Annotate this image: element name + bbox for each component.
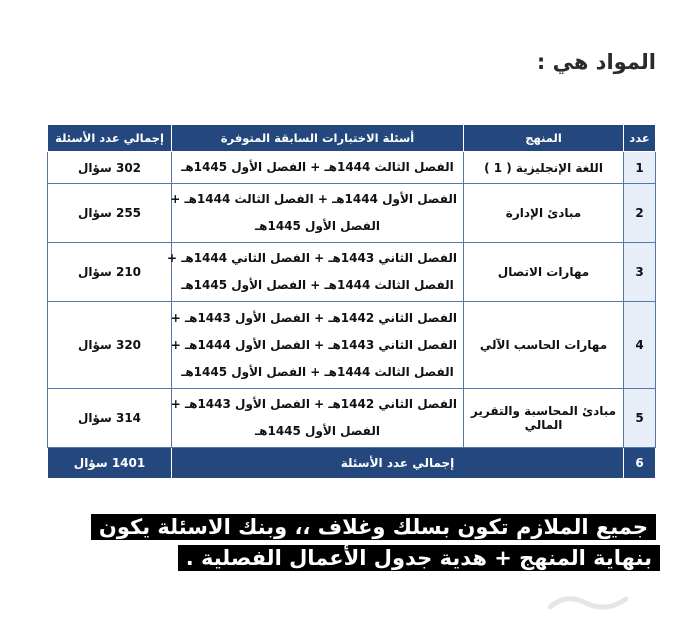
row-exams <box>172 302 464 389</box>
table-row <box>48 184 656 243</box>
row-number: 4 <box>624 302 656 389</box>
row-total: 302 سؤال <box>48 152 172 184</box>
table-row <box>48 302 656 389</box>
header-exams: أسئلة الاختبارات السابقة المتوفرة <box>172 125 464 152</box>
exam-line: الفصل الثاني 1442هـ + الفصل الأول 1443هـ + <box>170 397 457 411</box>
row-number: 3 <box>624 243 656 302</box>
row-total: 314 سؤال <box>48 389 172 448</box>
exam-line: الفصل الثالث 1444هـ + الفصل الأول 1445هـ <box>181 278 454 292</box>
row-number: 1 <box>624 152 656 184</box>
exam-line: الفصل الثالث 1444هـ + الفصل الأول 1445هـ <box>181 160 454 174</box>
row-total: 210 سؤال <box>48 243 172 302</box>
banner-line-2: بنهاية المنهج + هدية جدول الأعمال الفصلية . <box>182 545 656 571</box>
exam-line: الفصل الثاني 1443هـ + الفصل الأول 1444هـ + <box>170 337 457 352</box>
header-num: عدد <box>624 125 656 152</box>
exam-line: الفصل الأول 1445هـ <box>255 219 380 233</box>
row-subject: مهارات الحاسب الآلي <box>464 302 624 389</box>
row-exams <box>172 152 464 184</box>
row-exams <box>172 184 464 243</box>
row-subject: مبادئ المحاسبة والتقرير المالي <box>464 389 624 448</box>
banner-line-1: جميع الملازم تكون بسلك وغلاف ،، وبنك الاسئلة يكون <box>95 514 652 540</box>
row-number: 5 <box>624 389 656 448</box>
total-row <box>48 448 656 479</box>
row-number: 2 <box>624 184 656 243</box>
exam-line: الفصل الأول 1444هـ + الفصل الثالث 1444هـ + <box>170 192 457 206</box>
row-subject: مهارات الاتصال <box>464 243 624 302</box>
table-row <box>48 152 656 184</box>
row-exams <box>167 243 464 302</box>
row-exams <box>172 389 464 448</box>
exam-line: الفصل الثالث 1444هـ + الفصل الأول 1445هـ <box>181 364 454 379</box>
exam-line: الفصل الأول 1445هـ <box>255 424 380 438</box>
promo-banner <box>58 512 660 574</box>
total-row-value: 1401 سؤال <box>48 448 172 479</box>
total-row-label: إجمالي عدد الأسئلة <box>172 448 624 479</box>
table-header-row <box>48 125 656 152</box>
row-subject: مبادئ الإدارة <box>464 184 624 243</box>
subjects-table <box>47 124 656 479</box>
exam-line: الفصل الثاني 1442هـ + الفصل الأول 1443هـ + <box>170 310 457 325</box>
banner-text <box>91 514 660 571</box>
table-row <box>48 389 656 448</box>
row-total: 320 سؤال <box>48 302 172 389</box>
header-subject: المنهج <box>464 125 624 152</box>
watermark-logo-icon <box>546 591 630 613</box>
table-row <box>48 243 656 302</box>
row-total: 255 سؤال <box>48 184 172 243</box>
total-row-num: 6 <box>624 448 656 479</box>
exam-line: الفصل الثاني 1443هـ + الفصل الثاني 1444هـ + <box>167 251 457 265</box>
row-subject: اللغة الإنجليزية ( 1 ) <box>464 152 624 184</box>
page-title: المواد هي : <box>536 50 656 74</box>
header-total: إجمالي عدد الأسئلة <box>48 125 172 152</box>
